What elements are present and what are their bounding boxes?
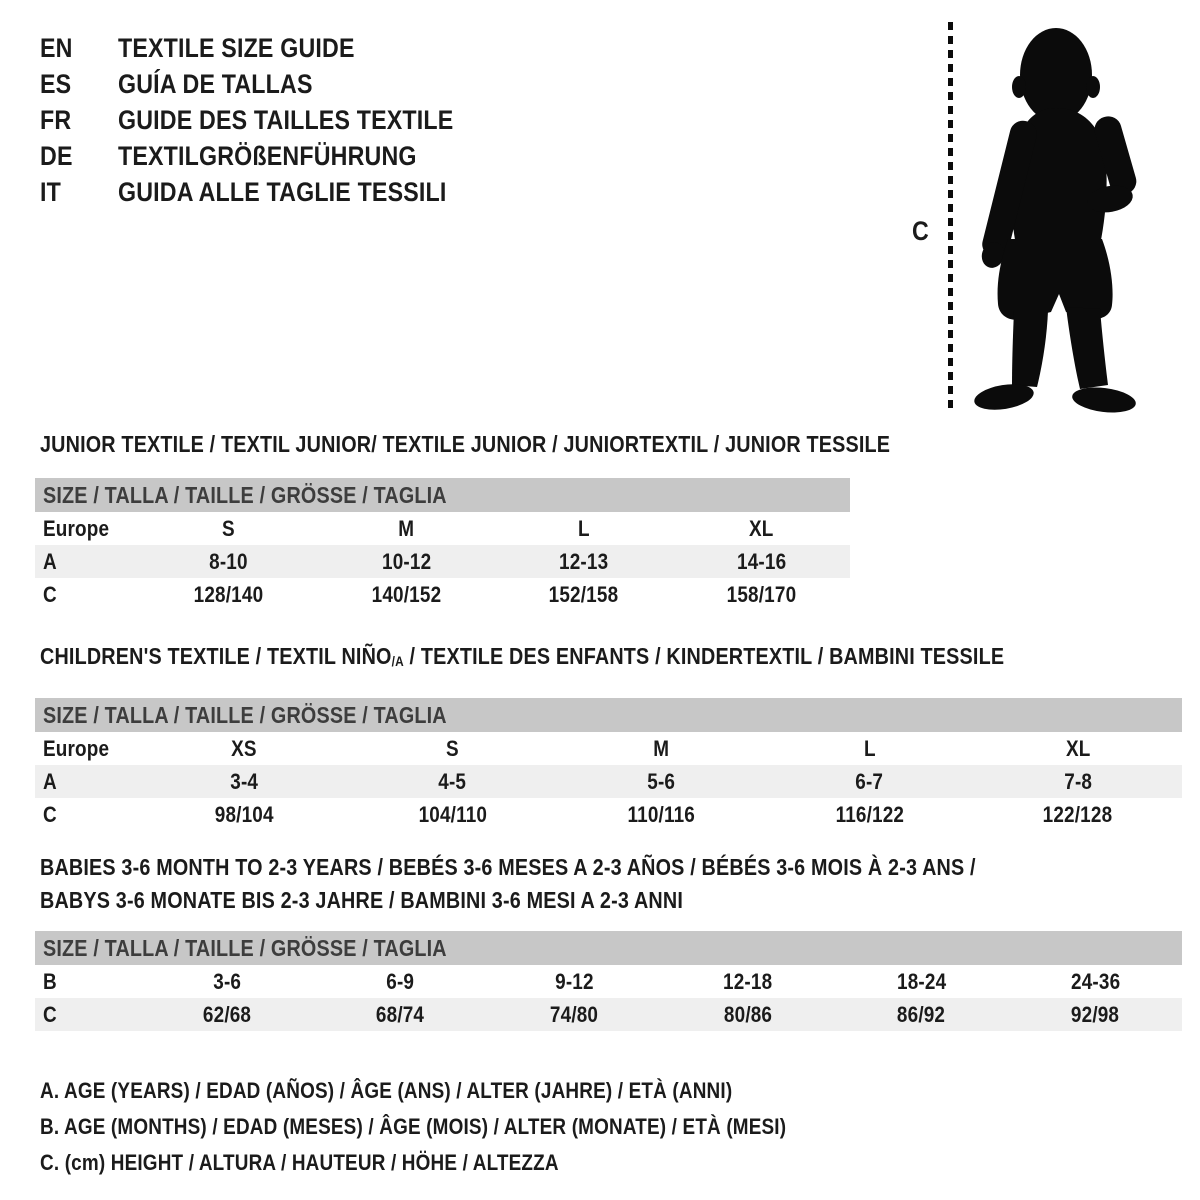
babies-size-table: [35, 931, 1182, 1031]
language-title: GUIDA ALLE TAGLIE TESSILI: [118, 176, 447, 207]
size-table-header-text: SIZE / TALLA / TAILLE / GRÖSSE / TAGLIA: [43, 934, 447, 961]
height-figure: [900, 0, 1180, 432]
age-cell: 10-12: [381, 548, 431, 574]
babies-section-title-line1: BABIES 3-6 MONTH TO 2-3 YEARS / BEBÉS 3-6 MESES A 2-3 AÑOS / BÉBÉS 3-6 MOIS À 2-3 ANS /: [40, 854, 976, 880]
age-cell: 7-8: [1063, 768, 1092, 794]
language-title: GUÍA DE TALLAS: [118, 68, 313, 99]
table-row-europe: [35, 732, 1182, 765]
legend-line-c: [40, 1145, 1182, 1181]
months-cell: 3-6: [212, 968, 241, 994]
row-label: C: [43, 1001, 57, 1027]
row-label: A: [43, 768, 57, 794]
legend-line-c-text: C. (cm) HEIGHT / ALTURA / HAUTEUR / HÖHE / ALTEZZA: [40, 1150, 559, 1175]
babies-section-title: [35, 851, 1182, 917]
height-cell: 128/140: [193, 581, 264, 607]
size-cell: S: [222, 515, 236, 541]
months-cell: 18-24: [896, 968, 947, 994]
size-table-header-text: SIZE / TALLA / TAILLE / GRÖSSE / TAGLIA: [43, 701, 447, 728]
months-cell: 6-9: [386, 968, 415, 994]
language-title: GUIDE DES TAILLES TEXTILE: [118, 104, 454, 135]
size-cell: M: [398, 515, 415, 541]
children-title-post: / TEXTILE DES ENFANTS / KINDERTEXTIL / BAMBINI TESSILE: [403, 643, 1005, 669]
size-table-header-text: SIZE / TALLA / TAILLE / GRÖSSE / TAGLIA: [43, 481, 447, 508]
junior-section-title-text: JUNIOR TEXTILE / TEXTIL JUNIOR/ TEXTILE JUNIOR / JUNIORTEXTIL / JUNIOR TESSILE: [40, 431, 891, 457]
height-cell: 62/68: [202, 1001, 251, 1027]
language-row: [40, 138, 508, 174]
language-row: [40, 174, 508, 210]
language-code: EN: [40, 32, 73, 63]
children-section-title-text: [40, 644, 1004, 672]
months-cell: 9-12: [554, 968, 594, 994]
language-title: TEXTILE SIZE GUIDE: [118, 32, 355, 63]
row-label: Europe: [43, 735, 110, 761]
size-cell: XL: [748, 515, 774, 541]
age-cell: 5-6: [647, 768, 675, 794]
row-label: B: [43, 968, 57, 994]
children-title-pre: CHILDREN'S TEXTILE / TEXTIL NIÑO: [40, 643, 392, 669]
size-table-header: [35, 478, 850, 512]
language-code: DE: [40, 140, 73, 171]
legend-line-b-text: B. AGE (MONTHS) / EDAD (MESES) / ÂGE (MOIS) / ALTER (MONATE) / ETÀ (MESI): [40, 1114, 787, 1139]
junior-section-title: [35, 432, 1182, 456]
row-label: Europe: [43, 515, 110, 541]
size-cell: M: [653, 735, 669, 761]
table-row-age: [35, 545, 850, 578]
legend-line-a-text: A. AGE (YEARS) / EDAD (AÑOS) / ÂGE (ANS) / ALTER (JAHRE) / ETÀ (ANNI): [40, 1078, 733, 1103]
legend-line-a: [40, 1073, 1182, 1109]
age-cell: 12-13: [559, 548, 609, 574]
row-label: C: [43, 581, 57, 607]
size-cell: L: [863, 735, 876, 761]
children-size-table: [35, 698, 1182, 831]
age-cell: 8-10: [209, 548, 249, 574]
height-cell: 68/74: [376, 1001, 425, 1027]
table-row-height: [35, 998, 1182, 1031]
language-row: [40, 30, 508, 66]
height-cell: 152/158: [548, 581, 619, 607]
language-title: TEXTILGRÖßENFÜHRUNG: [118, 140, 417, 171]
row-label: A: [43, 548, 57, 574]
toddler-silhouette-icon: [962, 13, 1147, 418]
height-cell: 74/80: [550, 1001, 599, 1027]
age-cell: 3-4: [230, 768, 259, 794]
tables-content: [35, 432, 1182, 1181]
height-cell: 98/104: [214, 801, 274, 827]
legend: [35, 1073, 1182, 1181]
size-table-header: [35, 698, 1182, 732]
height-cell: 86/92: [897, 1001, 946, 1027]
months-cell: 24-36: [1070, 968, 1120, 994]
height-cell: 140/152: [371, 581, 442, 607]
language-code: FR: [40, 104, 72, 135]
table-row-europe: [35, 512, 850, 545]
row-label: C: [43, 801, 57, 827]
age-cell: 14-16: [736, 548, 786, 574]
months-cell: 12-18: [723, 968, 773, 994]
children-section-title: [35, 644, 1182, 672]
height-cell: 104/110: [418, 801, 487, 827]
size-cell: L: [577, 515, 590, 541]
height-cell: 92/98: [1071, 1001, 1120, 1027]
language-code: IT: [40, 176, 61, 207]
height-cell: 110/116: [627, 801, 695, 827]
children-title-sub: /A: [391, 654, 404, 670]
table-row-height: [35, 578, 850, 611]
height-cell: 116/122: [835, 801, 904, 827]
babies-section-title-line2: BABYS 3-6 MONATE BIS 2-3 JAHRE / BAMBINI 3-6 MESI A 2-3 ANNI: [40, 887, 684, 913]
size-cell: S: [446, 735, 460, 761]
size-cell: XL: [1065, 735, 1091, 761]
size-cell: XS: [231, 735, 257, 761]
height-cell: 80/86: [723, 1001, 772, 1027]
size-table-header: [35, 931, 1182, 965]
language-title-list: [40, 30, 508, 210]
table-row-age: [35, 765, 1182, 798]
age-cell: 6-7: [855, 768, 884, 794]
table-row-height: [35, 798, 1182, 831]
age-cell: 4-5: [438, 768, 467, 794]
legend-line-b: [40, 1109, 1182, 1145]
height-measure-line: [948, 22, 953, 414]
height-cell: 122/128: [1043, 801, 1113, 827]
junior-size-table: [35, 478, 850, 611]
language-code: ES: [40, 68, 72, 99]
language-row: [40, 66, 508, 102]
height-measure-label: C: [912, 216, 929, 246]
height-cell: 158/170: [726, 581, 797, 607]
table-row-months: [35, 965, 1182, 998]
language-row: [40, 102, 508, 138]
